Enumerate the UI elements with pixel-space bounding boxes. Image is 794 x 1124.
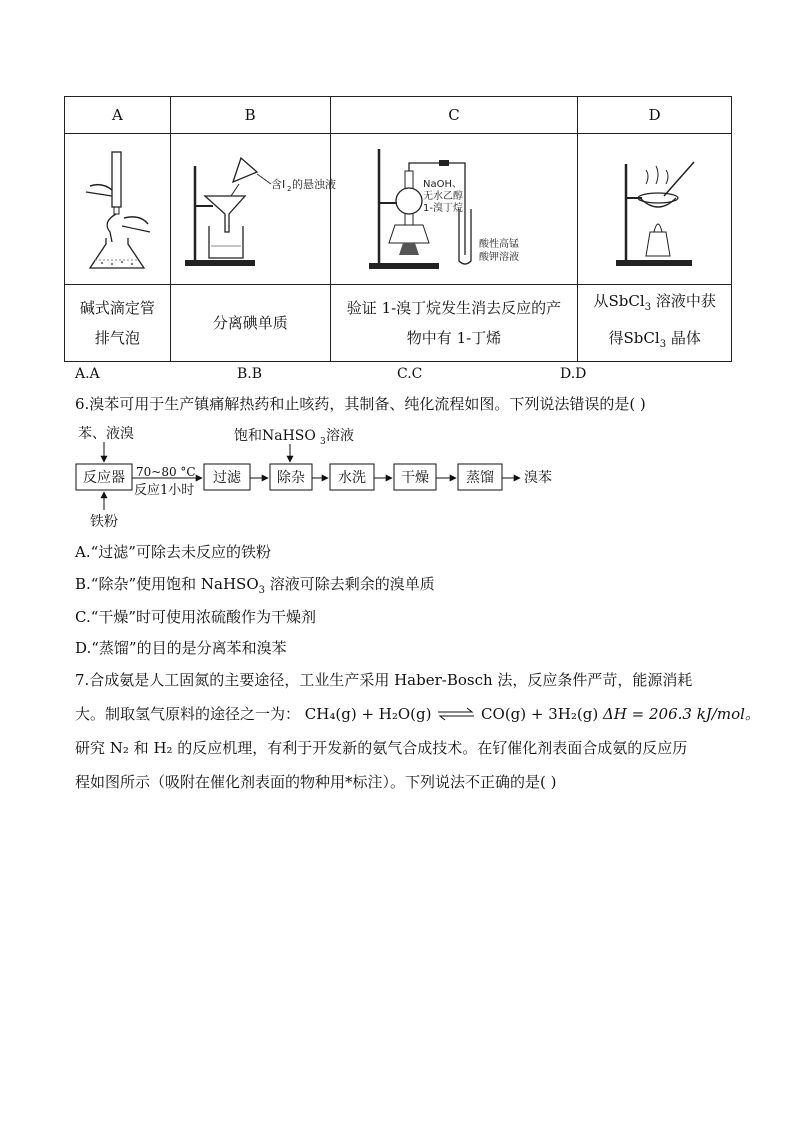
table-header-row bbox=[65, 97, 732, 134]
header-d: D bbox=[578, 97, 732, 134]
flow-input-top: 苯、液溴 bbox=[78, 426, 134, 442]
choice-d[interactable]: D.D bbox=[560, 366, 587, 382]
q7-line2 bbox=[75, 704, 760, 725]
step-3: 除杂 bbox=[277, 470, 305, 486]
desc-d-l1-pre: 从 bbox=[593, 292, 609, 310]
suspension-label-main: 含I bbox=[271, 178, 286, 191]
q6-option-b-post: 溶液可除去剩余的溴单质 bbox=[265, 575, 435, 593]
choice-a[interactable]: A.A bbox=[75, 366, 100, 382]
q6-option-d[interactable]: D.“蒸馏”的目的是分离苯和溴苯 bbox=[75, 639, 287, 657]
desc-d-l1-post: 溶液中获 bbox=[651, 292, 716, 310]
suspension-label-post: 的悬浊液 bbox=[292, 178, 337, 191]
flow-product: 溴苯 bbox=[524, 470, 552, 486]
q6-option-b-sub: 3 bbox=[258, 585, 265, 596]
flow-cond-2: 反应1小时 bbox=[134, 483, 195, 498]
desc-d-l1-sub: 3 bbox=[644, 302, 652, 313]
header-a: A bbox=[65, 97, 171, 134]
step-2: 过滤 bbox=[213, 470, 241, 486]
figure-cell-a bbox=[65, 134, 171, 285]
step-5: 干燥 bbox=[401, 470, 429, 486]
figure-cell-b bbox=[170, 134, 337, 285]
desc-a-line2: 排气泡 bbox=[94, 329, 140, 347]
desc-d-l2-formula: SbCl bbox=[623, 329, 660, 347]
header-c: C bbox=[330, 97, 578, 134]
desc-d-l1-formula: SbCl bbox=[608, 292, 645, 310]
table-figure-row bbox=[65, 134, 732, 285]
desc-cell-d bbox=[578, 285, 732, 362]
desc-d-l2-pre: 得 bbox=[608, 329, 624, 347]
desc-b-line1: 分离碘单质 bbox=[212, 314, 288, 332]
q7-eq-lhs: CH₄(g) + H₂O(g) bbox=[304, 705, 432, 723]
reagent-label-2: 无水乙醇 bbox=[422, 191, 463, 202]
q6-stem: 6.溴苯可用于生产镇痛解热药和止咳药，其制备、纯化流程如图。下列说法错误的是( ) bbox=[75, 395, 646, 413]
header-b: B bbox=[170, 97, 330, 134]
figure-cell-d bbox=[578, 134, 732, 285]
flow-reagent-post: 溶液 bbox=[326, 428, 354, 444]
figure-cell-c bbox=[330, 134, 578, 285]
reagent-label-3: 1-溴丁烷 bbox=[422, 203, 463, 214]
desc-cell-b bbox=[170, 285, 330, 362]
evaporation-figure bbox=[590, 144, 720, 274]
desc-cell-a bbox=[65, 285, 171, 362]
desc-c-line2: 物中有 1-丁烯 bbox=[406, 329, 502, 347]
flow-reagent-sub: 3 bbox=[320, 437, 326, 447]
desc-c-line1: 验证 1-溴丁烷发生消去反应的产 bbox=[346, 299, 562, 317]
q7-line2-pre: 大。制取氢气原料的途径之一为： bbox=[75, 705, 301, 723]
step-6: 蒸馏 bbox=[466, 470, 494, 486]
q6-option-b[interactable] bbox=[75, 574, 435, 601]
kmno4-label-2: 酸钾溶液 bbox=[478, 252, 519, 263]
burette-figure bbox=[72, 144, 162, 274]
desc-d-line1 bbox=[578, 286, 731, 323]
elimination-figure bbox=[339, 143, 569, 275]
q6-option-c[interactable]: C.“干燥”时可使用浓硫酸作为干燥剂 bbox=[75, 608, 317, 626]
desc-d-line2 bbox=[578, 323, 731, 360]
q6-option-a[interactable]: A.“过滤”可除去未反应的铁粉 bbox=[75, 543, 271, 561]
equilibrium-arrow-icon bbox=[436, 705, 476, 725]
desc-cell-c bbox=[330, 285, 578, 362]
table-description-row bbox=[65, 285, 732, 362]
desc-d-l2-post: 晶体 bbox=[666, 329, 701, 347]
desc-a-line1: 碱式滴定管 bbox=[79, 299, 155, 317]
q6-flowchart bbox=[72, 424, 592, 534]
desc-d-l2-sub: 3 bbox=[659, 339, 667, 350]
kmno4-label-1: 酸性高锰 bbox=[478, 239, 519, 250]
suspension-label-sub: 2 bbox=[287, 185, 292, 193]
step-1: 反应器 bbox=[83, 470, 125, 486]
choice-b[interactable]: B.B bbox=[237, 366, 263, 382]
q7-line3: 研究 N₂ 和 H₂ 的反应机理，有利于开发新的氨气合成技术。在钌催化剂表面合成氨的反应历 bbox=[75, 739, 688, 757]
filtration-figure bbox=[175, 144, 337, 274]
flow-input-bottom: 铁粉 bbox=[90, 514, 118, 530]
choice-c[interactable]: C.C bbox=[397, 366, 423, 382]
q6-option-b-pre: B.“除杂”使用饱和 NaHSO bbox=[75, 575, 259, 593]
reagent-label-1: NaOH、 bbox=[422, 179, 462, 190]
flow-reagent-pre: 饱和NaHSO bbox=[234, 428, 316, 444]
q7-eq-dh: ΔH = 206.3 kJ/mol。 bbox=[602, 705, 760, 723]
q7-eq-rhs: CO(g) + 3H₂(g) bbox=[481, 705, 599, 723]
step-4: 水洗 bbox=[338, 470, 366, 486]
experiment-table bbox=[64, 96, 732, 362]
q7-line4: 程如图所示（吸附在催化剂表面的物种用*标注）。下列说法不正确的是( ) bbox=[75, 773, 557, 791]
flow-cond-1: 70~80 °C bbox=[136, 465, 196, 479]
q7-line1: 7.合成氨是人工固氮的主要途径，工业生产采用 Haber-Bosch 法，反应条件严苛，能源消耗 bbox=[75, 671, 693, 689]
